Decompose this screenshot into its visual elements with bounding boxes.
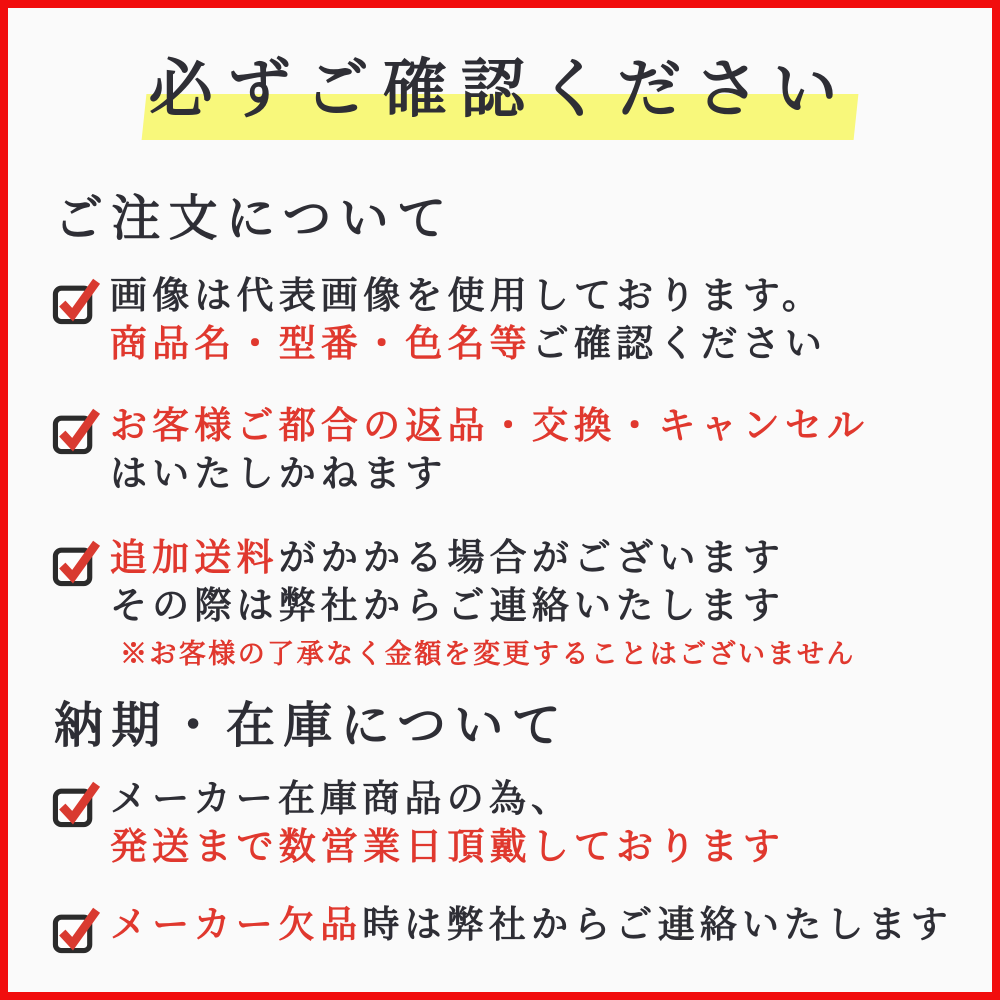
item-line-emphasis: 商品名・型番・色名等 xyxy=(110,324,532,365)
checkbox-with-red-check-icon xyxy=(52,780,100,828)
item-line: はいたしかねます xyxy=(110,454,448,495)
checklist-item xyxy=(52,273,964,369)
item-line-emphasis: 追加送料 xyxy=(110,538,279,579)
page-title: 必ずご確認ください xyxy=(148,54,852,125)
item-line: その際は弊社からご連絡いたします xyxy=(110,586,785,627)
checklist-item xyxy=(52,535,964,671)
item-line: がかかる場合がございます xyxy=(278,538,785,579)
item-line: ご確認ください xyxy=(531,324,828,365)
checkbox-with-red-check-icon xyxy=(52,277,100,325)
item-line-emphasis: お客様ご都合の返品・交換・キャンセル xyxy=(110,406,870,447)
checklist-item xyxy=(52,776,964,872)
checklist-item xyxy=(52,403,964,499)
item-line: メーカー在庫商品の為、 xyxy=(110,779,574,820)
section-heading-stock: 納期・在庫について xyxy=(54,698,569,753)
item-line-emphasis: メーカー欠品 xyxy=(110,905,363,946)
title-banner xyxy=(8,8,992,148)
checkbox-with-red-check-icon xyxy=(52,407,100,455)
item-text xyxy=(110,776,785,872)
item-line: 時は弊社からご連絡いたします xyxy=(362,905,953,946)
checklist-item xyxy=(52,902,964,954)
item-text xyxy=(110,273,827,369)
section-heading-orders: ご注文について xyxy=(54,191,455,246)
item-text xyxy=(110,535,856,671)
item-text xyxy=(110,403,869,499)
item-text xyxy=(110,902,953,950)
checkbox-with-red-check-icon xyxy=(52,906,100,954)
item-line-emphasis: 発送まで数営業日頂戴しております xyxy=(110,827,785,868)
item-note: ※お客様の了承なく金額を変更することはございません xyxy=(120,639,856,669)
notice-content xyxy=(8,191,992,954)
item-line: 画像は代表画像を使用しております。 xyxy=(110,276,825,317)
checkbox-with-red-check-icon xyxy=(52,539,100,587)
